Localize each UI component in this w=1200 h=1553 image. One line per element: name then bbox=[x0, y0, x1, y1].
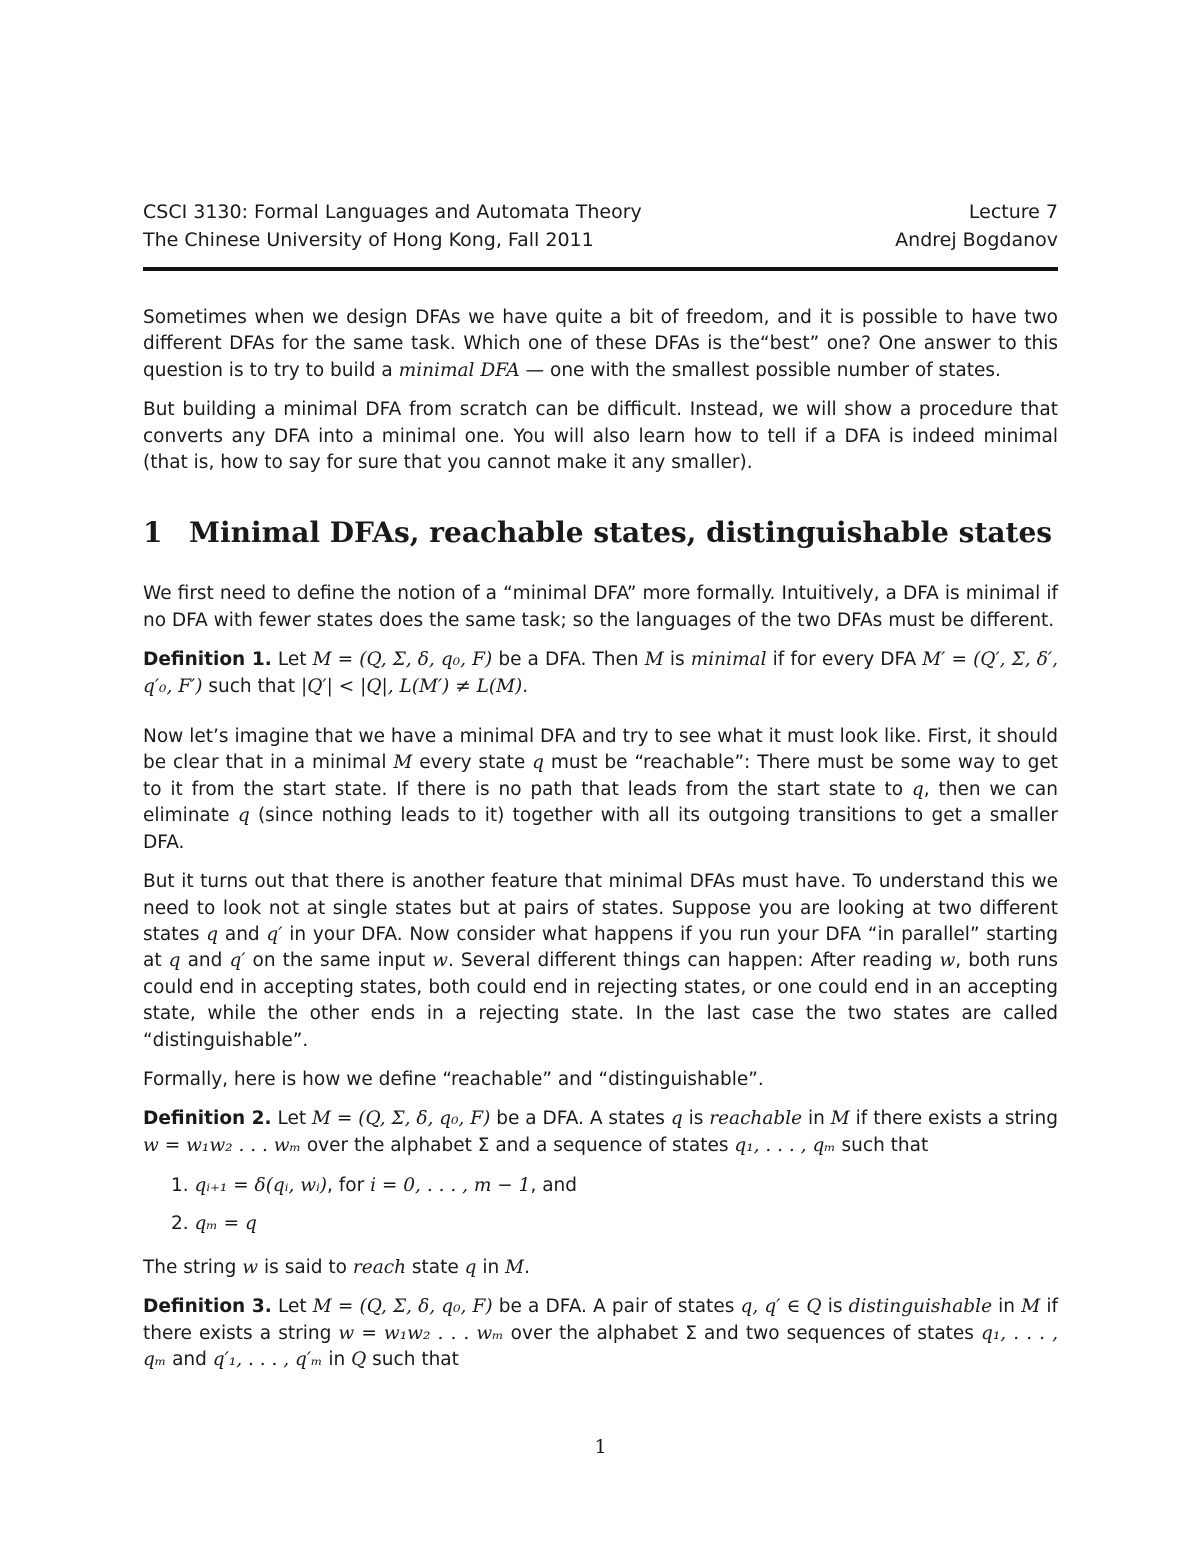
emphasis: reach bbox=[352, 1256, 407, 1278]
course-title: CSCI 3130: Formal Languages and Automata Theory bbox=[143, 201, 642, 223]
math: M bbox=[644, 649, 664, 671]
list-marker: 1. bbox=[171, 1175, 189, 1197]
page-number: 1 bbox=[594, 1436, 607, 1458]
math: q bbox=[532, 752, 545, 774]
section-paragraph-3 bbox=[143, 869, 1058, 1054]
intro-paragraph-2: But building a minimal DFA from scratch can be difficult. Instead, we will show a procedure that converts any DFA into a minimal one. You will also learn how to tell if a DFA is indeed minimal (that is, how to say for sure that you cannot make it any smaller). bbox=[143, 399, 1058, 474]
university-term: The Chinese University of Hong Kong, Fall 2011 bbox=[143, 229, 594, 251]
lecture-number: Lecture 7 bbox=[968, 201, 1058, 223]
math: i = 0, . . . , m − 1 bbox=[370, 1175, 531, 1197]
definition-label: Definition 1. bbox=[143, 649, 272, 671]
definition-label: Definition 3. bbox=[143, 1296, 272, 1318]
text: . bbox=[524, 1256, 531, 1278]
math: w bbox=[432, 950, 448, 972]
text: and bbox=[187, 950, 223, 972]
text: (since nothing leads to it) together with all its outgoing transitions to get a smaller DFA. bbox=[143, 805, 1058, 853]
section-paragraph-2 bbox=[143, 724, 1058, 856]
text: Let bbox=[277, 649, 307, 671]
section-title: Minimal DFAs, reachable states, distinguishable states bbox=[189, 516, 1053, 550]
emphasis: minimal DFA bbox=[398, 359, 520, 381]
text: The string bbox=[143, 1256, 237, 1278]
math: M bbox=[1021, 1296, 1041, 1318]
text: such that bbox=[372, 1349, 459, 1371]
header-rule bbox=[143, 267, 1058, 271]
definition-2 bbox=[143, 1106, 1058, 1159]
math: q bbox=[464, 1256, 477, 1278]
text: in your DFA. Now consider what happens if you run your DFA “in parallel” starting at bbox=[143, 923, 1058, 972]
section-paragraph-5 bbox=[143, 1255, 1058, 1281]
emphasis: distinguishable bbox=[848, 1296, 993, 1318]
text: be a DFA. A states bbox=[496, 1108, 665, 1130]
text: on the same input bbox=[252, 950, 426, 972]
text: be a DFA. A pair of states bbox=[498, 1296, 735, 1318]
math: q₁, . . . , qₘ bbox=[143, 1322, 1059, 1371]
math: q bbox=[237, 805, 250, 827]
emphasis: minimal bbox=[690, 649, 767, 671]
math: w bbox=[242, 1256, 259, 1278]
math: qᵢ₊₁ = δ(qᵢ, wᵢ) bbox=[194, 1175, 328, 1197]
section-paragraph-4: Formally, here is how we define “reachable” and “distinguishable”. bbox=[143, 1068, 764, 1090]
text: and bbox=[224, 923, 260, 945]
text: is bbox=[688, 1108, 704, 1130]
math: M bbox=[393, 752, 413, 774]
text: in bbox=[482, 1256, 500, 1278]
condition-list bbox=[143, 1173, 1058, 1237]
section-number: 1 bbox=[143, 516, 163, 550]
text: in bbox=[808, 1108, 825, 1130]
math: q bbox=[206, 923, 219, 945]
math: |Q′| < |Q|, L(M′) ≠ L(M) bbox=[300, 675, 523, 697]
text: Let bbox=[277, 1296, 307, 1318]
text: over the alphabet Σ and two sequences of states bbox=[510, 1322, 974, 1344]
list-item bbox=[171, 1173, 1058, 1199]
text: Sometimes when we design DFAs we have quite a bit of freedom, and it is possible to have two different DFAs for the same task. Which one of these DFAs is the“best” one? One answer to this question is to try to build a bbox=[143, 307, 1058, 381]
text: But it turns out that there is another feature that minimal DFAs must have. To understand this we need to look not at single states but at pairs of states. Suppose you are looking at two different states bbox=[143, 871, 1058, 945]
intro-paragraph-1 bbox=[143, 305, 1058, 384]
math: q bbox=[911, 778, 924, 800]
emphasis: reachable bbox=[709, 1108, 803, 1130]
math: qₘ = q bbox=[194, 1212, 257, 1234]
math: M bbox=[830, 1108, 850, 1130]
list-marker: 2. bbox=[171, 1212, 189, 1234]
author-name: Andrej Bogdanov bbox=[895, 229, 1058, 251]
list-item bbox=[171, 1211, 1058, 1237]
math: M′ = (Q′, Σ, δ′, q′₀, F′) bbox=[143, 649, 1058, 697]
definition-1 bbox=[143, 647, 1058, 700]
text: , for bbox=[327, 1175, 365, 1197]
section-paragraph-1: We first need to define the notion of a “minimal DFA” more formally. Intuitively, a DFA is minimal if no DFA with fewer states does the same task; so the languages of the two DFAs must be different. bbox=[143, 583, 1058, 631]
math: w = w₁w₂ . . . wₘ bbox=[338, 1322, 504, 1344]
text: . bbox=[522, 675, 529, 697]
text: if there exists a string bbox=[855, 1108, 1058, 1130]
text: is bbox=[827, 1296, 843, 1318]
math: q, q′ ∈ Q bbox=[740, 1296, 822, 1318]
text: , both runs could end in accepting states, both could end in rejecting states, or one could end in an accepting state, while the other ends in a rejecting state. In the last case the two states are called “distinguishable”. bbox=[143, 950, 1058, 1051]
text: if for every DFA bbox=[772, 649, 917, 671]
text: such that bbox=[208, 675, 296, 697]
text: , and bbox=[530, 1175, 578, 1197]
math: M = (Q, Σ, δ, q₀, F) bbox=[312, 1108, 491, 1130]
math: Q bbox=[351, 1349, 367, 1371]
text: , then we can eliminate bbox=[143, 778, 1058, 827]
text: in bbox=[998, 1296, 1016, 1318]
text: such that bbox=[841, 1134, 929, 1156]
text: is said to bbox=[264, 1256, 348, 1278]
math: q′ bbox=[266, 923, 283, 945]
text: if there exists a string bbox=[143, 1296, 1058, 1344]
text: — one with the smallest possible number of states. bbox=[519, 359, 1001, 381]
text: be a DFA. Then bbox=[498, 649, 639, 671]
text: every state bbox=[419, 752, 526, 774]
math: q′₁, . . . , q′ₘ bbox=[212, 1349, 323, 1371]
text: must be “reachable”: There must be some way to get to it from the start state. If there is no path that leads from the start state to bbox=[143, 752, 1058, 800]
math: w = w₁w₂ . . . wₘ bbox=[143, 1134, 301, 1156]
text: Now let’s imagine that we have a minimal DFA and try to see what it must look like. First, it should be clear that in a minimal bbox=[143, 726, 1058, 774]
math: q bbox=[168, 950, 181, 972]
math: q bbox=[670, 1108, 683, 1130]
body-text bbox=[143, 305, 1058, 1387]
definition-3 bbox=[143, 1294, 1058, 1373]
text: in bbox=[328, 1349, 346, 1371]
text: over the alphabet Σ and a sequence of states bbox=[306, 1134, 729, 1156]
text: Let bbox=[277, 1108, 307, 1130]
text: is bbox=[669, 649, 685, 671]
section-heading bbox=[143, 516, 1058, 550]
definition-label: Definition 2. bbox=[143, 1108, 272, 1130]
text: and bbox=[172, 1349, 207, 1371]
math: M = (Q, Σ, δ, q₀, F) bbox=[312, 1296, 493, 1318]
math: M bbox=[505, 1256, 525, 1278]
math: q₁, . . . , qₘ bbox=[734, 1134, 836, 1156]
text: . Several different things can happen: After reading bbox=[447, 950, 933, 972]
math: q′ bbox=[229, 950, 246, 972]
math: M = (Q, Σ, δ, q₀, F) bbox=[312, 649, 493, 671]
text: state bbox=[411, 1256, 459, 1278]
math: w bbox=[939, 950, 956, 972]
